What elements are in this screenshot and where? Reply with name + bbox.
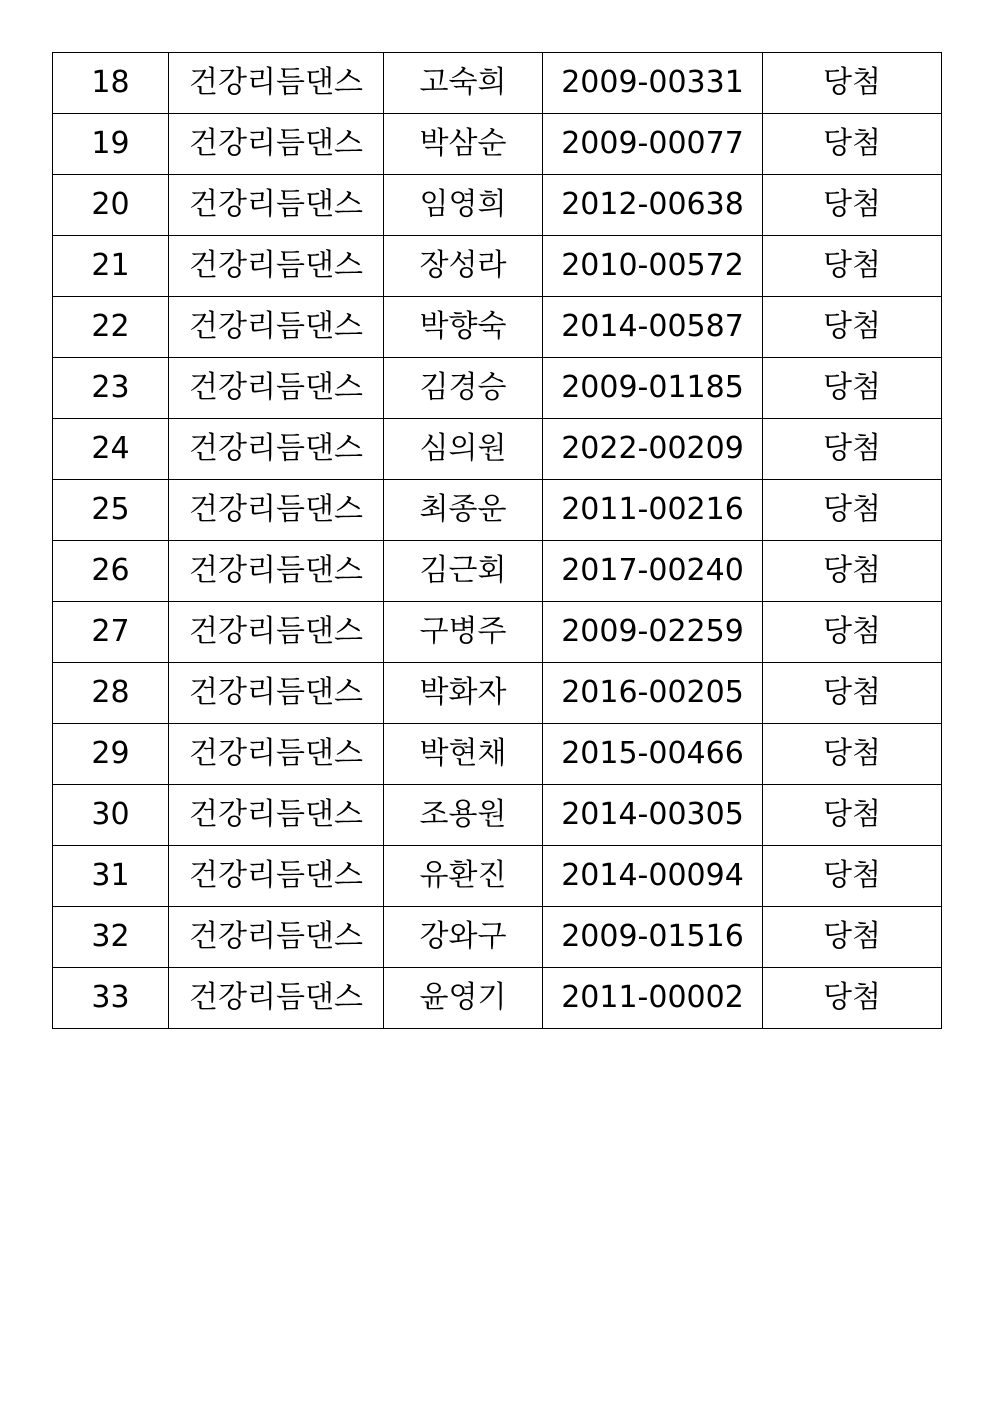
program-name: 건강리듬댄스 (169, 480, 384, 541)
table-row (53, 297, 942, 358)
member-id: 2012-00638 (543, 175, 763, 236)
row-number: 18 (53, 53, 169, 114)
row-number: 33 (53, 968, 169, 1029)
member-id: 2017-00240 (543, 541, 763, 602)
participant-name: 임영희 (384, 175, 543, 236)
row-number: 22 (53, 297, 169, 358)
table-row (53, 846, 942, 907)
row-number: 32 (53, 907, 169, 968)
row-number: 27 (53, 602, 169, 663)
participant-name: 김근회 (384, 541, 543, 602)
result-status: 당첨 (763, 968, 942, 1029)
table-row (53, 663, 942, 724)
result-status: 당첨 (763, 175, 942, 236)
program-name: 건강리듬댄스 (169, 236, 384, 297)
program-name: 건강리듬댄스 (169, 602, 384, 663)
result-status: 당첨 (763, 785, 942, 846)
result-status: 당첨 (763, 114, 942, 175)
participant-name: 박현채 (384, 724, 543, 785)
program-name: 건강리듬댄스 (169, 724, 384, 785)
participant-name: 박향숙 (384, 297, 543, 358)
member-id: 2010-00572 (543, 236, 763, 297)
result-status: 당첨 (763, 297, 942, 358)
participant-name: 최종운 (384, 480, 543, 541)
program-name: 건강리듬댄스 (169, 114, 384, 175)
program-name: 건강리듬댄스 (169, 846, 384, 907)
program-name: 건강리듬댄스 (169, 419, 384, 480)
program-name: 건강리듬댄스 (169, 175, 384, 236)
table-row (53, 480, 942, 541)
program-name: 건강리듬댄스 (169, 785, 384, 846)
member-id: 2011-00216 (543, 480, 763, 541)
row-number: 30 (53, 785, 169, 846)
row-number: 20 (53, 175, 169, 236)
table-row (53, 114, 942, 175)
participant-name: 구병주 (384, 602, 543, 663)
member-id: 2014-00094 (543, 846, 763, 907)
member-id: 2014-00305 (543, 785, 763, 846)
row-number: 28 (53, 663, 169, 724)
row-number: 25 (53, 480, 169, 541)
table-row (53, 541, 942, 602)
participant-name: 심의원 (384, 419, 543, 480)
program-name: 건강리듬댄스 (169, 663, 384, 724)
result-status: 당첨 (763, 541, 942, 602)
member-id: 2014-00587 (543, 297, 763, 358)
result-status: 당첨 (763, 358, 942, 419)
member-id: 2015-00466 (543, 724, 763, 785)
result-status: 당첨 (763, 663, 942, 724)
table-row (53, 602, 942, 663)
row-number: 31 (53, 846, 169, 907)
member-id: 2009-02259 (543, 602, 763, 663)
member-id: 2016-00205 (543, 663, 763, 724)
table-row (53, 358, 942, 419)
participant-name: 조용원 (384, 785, 543, 846)
participant-name: 윤영기 (384, 968, 543, 1029)
row-number: 29 (53, 724, 169, 785)
result-status: 당첨 (763, 419, 942, 480)
program-name: 건강리듬댄스 (169, 968, 384, 1029)
table-row (53, 785, 942, 846)
row-number: 23 (53, 358, 169, 419)
result-status: 당첨 (763, 602, 942, 663)
participant-name: 강와구 (384, 907, 543, 968)
result-status: 당첨 (763, 724, 942, 785)
member-id: 2011-00002 (543, 968, 763, 1029)
table-row (53, 53, 942, 114)
program-name: 건강리듬댄스 (169, 907, 384, 968)
participant-name: 고숙희 (384, 53, 543, 114)
member-id: 2009-00077 (543, 114, 763, 175)
program-name: 건강리듬댄스 (169, 541, 384, 602)
row-number: 26 (53, 541, 169, 602)
result-status: 당첨 (763, 53, 942, 114)
member-id: 2009-00331 (543, 53, 763, 114)
participant-name: 박화자 (384, 663, 543, 724)
result-status: 당첨 (763, 480, 942, 541)
table-row (53, 236, 942, 297)
result-status: 당첨 (763, 236, 942, 297)
row-number: 21 (53, 236, 169, 297)
program-name: 건강리듬댄스 (169, 358, 384, 419)
table-row (53, 907, 942, 968)
participant-name: 김경승 (384, 358, 543, 419)
program-name: 건강리듬댄스 (169, 297, 384, 358)
lottery-result-table (52, 52, 942, 1029)
table-row (53, 968, 942, 1029)
member-id: 2022-00209 (543, 419, 763, 480)
member-id: 2009-01516 (543, 907, 763, 968)
row-number: 24 (53, 419, 169, 480)
program-name: 건강리듬댄스 (169, 53, 384, 114)
result-status: 당첨 (763, 846, 942, 907)
participant-name: 박삼순 (384, 114, 543, 175)
table-row (53, 175, 942, 236)
participant-name: 장성라 (384, 236, 543, 297)
table-row (53, 724, 942, 785)
table-row (53, 419, 942, 480)
row-number: 19 (53, 114, 169, 175)
participant-name: 유환진 (384, 846, 543, 907)
result-status: 당첨 (763, 907, 942, 968)
member-id: 2009-01185 (543, 358, 763, 419)
